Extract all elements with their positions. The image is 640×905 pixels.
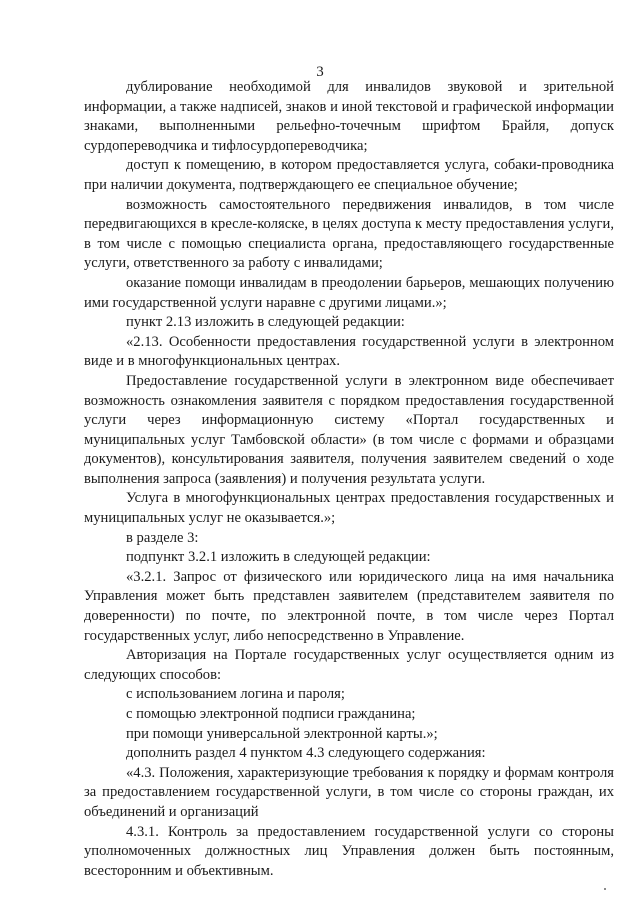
paragraph-amend-3-2-1: подпункт 3.2.1 изложить в следующей редакции:	[126, 549, 431, 566]
paragraph-mfc-not-provided: Услуга в многофункциональных центрах предоставления государственных и муниципальных услуг не оказывается.»;	[84, 490, 614, 527]
paragraph-3-2-1-request: «3.2.1. Запрос от физического или юридического лица на имя начальника Управления может быть представлен заявителем (представителем заявителя по доверенности) по почте, по электронной почте, в том числе через Портал государственных услуг, либо непосредственно в Управление.	[84, 568, 614, 644]
paragraph-guide-dog-access: доступ к помещению, в котором предоставляется услуга, собаки-проводника при наличии документа, подтверждающего ее специальное обучение;	[84, 157, 614, 193]
paragraph-4-3-heading: «4.3. Положения, характеризующие требования к порядку и формам контроля за предоставлением государственной услуги, в том числе со стороны граждан, их объединений и организаций	[84, 764, 614, 820]
page-number: 3	[316, 64, 324, 80]
paragraph-login-password: с использованием логина и пароля;	[126, 686, 345, 703]
paragraph-independent-movement: возможность самостоятельного передвижения инвалидов, в том числе передвигающихся в кресле-коляске, в целях доступа к месту предоставления услуги, в том числе с помощью специалиста органа, предоставляющего государственные услуги, ответственного за работу с инвалидами;	[84, 196, 614, 272]
paragraph-barrier-assistance: оказание помощи инвалидам в преодолении барьеров, мешающих получению ими государственной услуги наравне с другими лицами.»;	[84, 274, 614, 311]
paragraph-section-3: в разделе 3:	[126, 529, 199, 546]
paragraph-4-3-1-control: 4.3.1. Контроль за предоставлением государственной услуги со стороны уполномоченных должностных лиц Управления должен быть постоянным, всесторонним и объективным.	[84, 823, 614, 879]
document-body	[84, 78, 614, 881]
scan-speck	[604, 888, 606, 890]
paragraph-universal-card: при помощи универсальной электронной карты.»;	[126, 725, 438, 742]
paragraph-2-13-heading: «2.13. Особенности предоставления государственной услуги в электронном виде и в многофункциональных центрах.	[84, 333, 614, 370]
paragraph-amend-2-13: пункт 2.13 изложить в следующей редакции:	[126, 314, 405, 331]
paragraph-add-4-3: дополнить раздел 4 пунктом 4.3 следующего содержания:	[126, 745, 486, 762]
paragraph-electronic-service: Предоставление государственной услуги в электронном виде обеспечивает возможность ознакомления заявителя с порядком предоставления государственной услуги через информационную систему «Портал государственных и муниципальных услуг Тамбовской области» (в том числе с формами и образцами документов), консультирования заявителя, получения заявителем сведений о ходе выполнения запроса (заявления) и получения результата услуги.	[84, 372, 614, 487]
paragraph-electronic-signature: с помощью электронной подписи гражданина;	[126, 706, 416, 722]
paragraph-authorization: Авторизация на Портале государственных услуг осуществляется одним из следующих способов:	[84, 647, 614, 683]
paragraph-duplication: дублирование необходимой для инвалидов звуковой и зрительной информации, а также надписей, знаков и иной текстовой и графической информации знаками, выполненными рельефно-точечным шрифтом Брайля, допуск сурдопереводчика и тифлосурдопереводчика;	[84, 79, 614, 154]
